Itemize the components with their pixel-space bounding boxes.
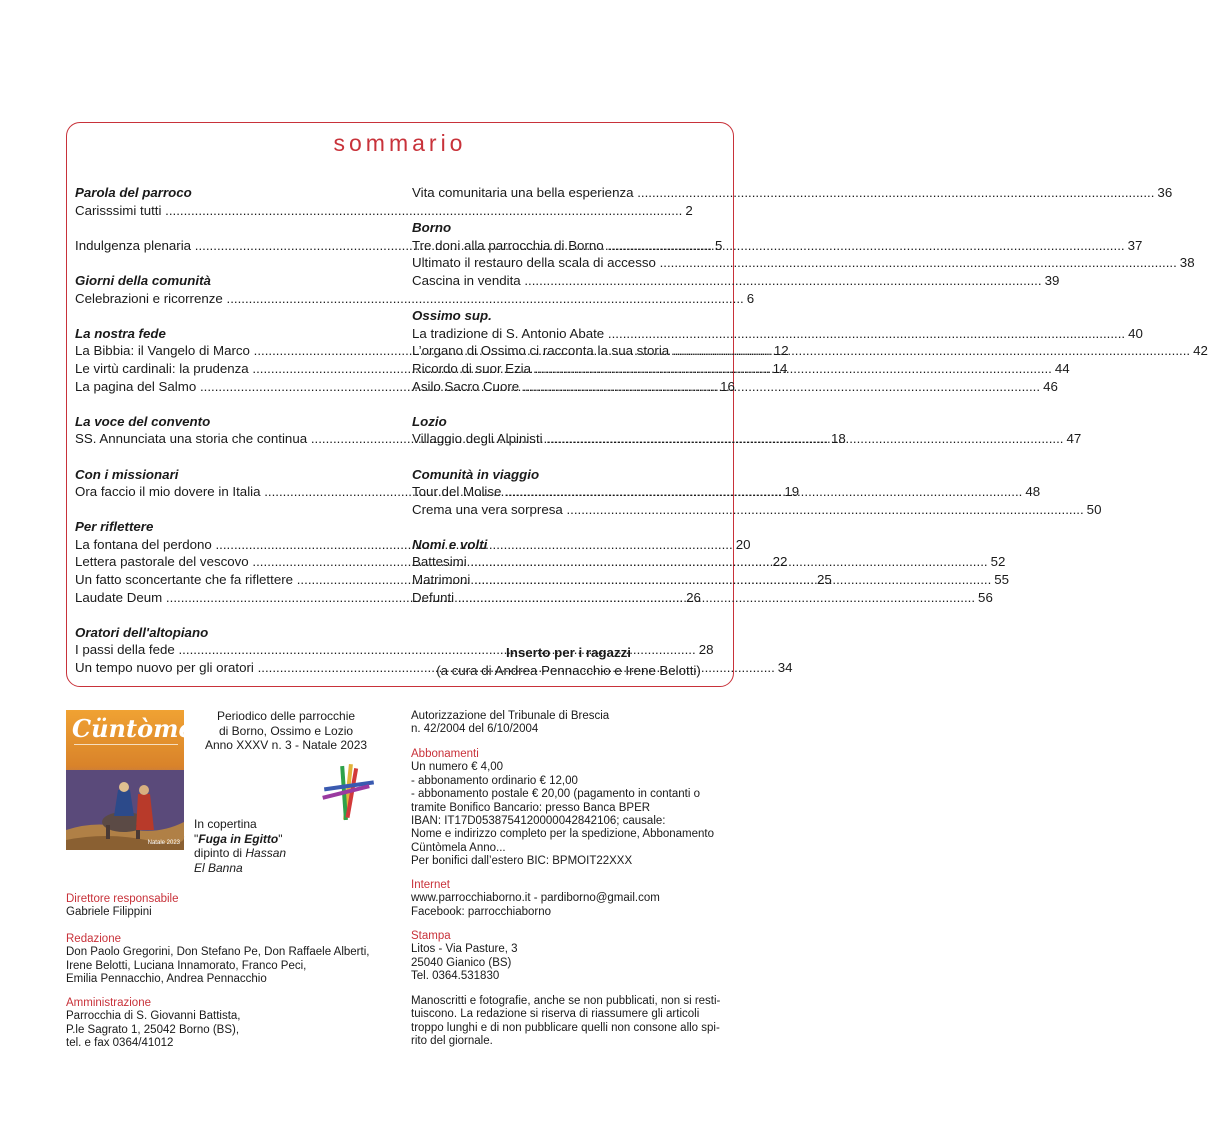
toc-entry-title: Villaggio degli Alpinisti ..... bbox=[412, 430, 1064, 448]
toc-entry[interactable] bbox=[412, 589, 993, 607]
cover-artist: El Banna bbox=[194, 860, 243, 875]
toc-entry-page: 16 bbox=[720, 378, 735, 394]
publication-line: di Borno, Ossimo e Lozio bbox=[218, 723, 354, 738]
redazione-label: Redazione bbox=[66, 933, 121, 945]
toc-entry-page: 28 bbox=[698, 642, 714, 658]
toc-entry[interactable] bbox=[412, 254, 1195, 272]
internet-block bbox=[411, 879, 734, 919]
toc-entry-title: Cascina in vendita ..... bbox=[412, 272, 1042, 290]
cover-caption-artist-line bbox=[194, 846, 286, 861]
toc-entry-page: 44 bbox=[1054, 360, 1070, 376]
section-gap bbox=[412, 518, 725, 536]
toc-entry-page: 39 bbox=[1044, 272, 1060, 288]
manoscritti-line: tuiscono. La redazione si riserva di riassumere gli articoli bbox=[411, 1008, 700, 1021]
toc-section-title: Parola del parroco bbox=[75, 185, 192, 200]
toc-entry-page: 14 bbox=[772, 360, 788, 376]
toc-entry-page: 22 bbox=[772, 554, 788, 570]
toc-entry-title: Asilo Sacro Cuore ..... bbox=[412, 378, 1040, 396]
toc-entry[interactable] bbox=[412, 501, 1102, 519]
toc-entry-title: La pagina del Salmo ..... bbox=[75, 378, 717, 396]
toc-entry-page: 48 bbox=[1025, 484, 1041, 500]
toc-entry-page: 26 bbox=[686, 589, 701, 605]
toc-entry-page: 46 bbox=[1043, 378, 1058, 394]
toc-entry-title: Battesimi ..... bbox=[412, 553, 988, 571]
toc-section-title: Nomi e volti bbox=[412, 536, 488, 552]
abbonamenti-line: - abbonamento ordinario € 12,00 bbox=[411, 774, 578, 787]
section-gap bbox=[412, 290, 725, 308]
toc-entry[interactable] bbox=[75, 290, 755, 308]
abbonamenti-label: Abbonamenti bbox=[411, 748, 479, 760]
section-gap bbox=[75, 254, 388, 272]
toc-entry[interactable] bbox=[75, 202, 693, 220]
toc-entry-page: 6 bbox=[746, 290, 755, 306]
abbonamenti-line: Per bonifici dall’estero BIC: BPMOIT22XXX bbox=[411, 855, 633, 868]
abbonamenti-line: Un numero € 4,00 bbox=[411, 761, 504, 774]
autorizzazione-block bbox=[411, 710, 734, 737]
publication-info bbox=[196, 709, 376, 753]
toc-entry-title: Tre doni alla parrocchia di Borno ..... bbox=[412, 237, 1125, 255]
toc-entry-title: Defunti ..... bbox=[412, 589, 975, 607]
section-gap bbox=[412, 395, 725, 413]
toc-section-title: Per riflettere bbox=[75, 519, 154, 535]
toc-entry-page: 50 bbox=[1086, 501, 1102, 517]
section-gap bbox=[412, 202, 725, 220]
toc-section-title: La voce del convento bbox=[75, 413, 211, 429]
toc-entry[interactable] bbox=[412, 272, 1060, 290]
stampa-label: Stampa bbox=[411, 930, 451, 942]
section-gap bbox=[75, 307, 388, 325]
toc-entry-title: Laudate Deum ..... bbox=[75, 589, 683, 607]
redazione-line: Don Paolo Gregorini, Don Stefano Pe, Don Raffaele Alberti, bbox=[66, 946, 370, 959]
toc-entry-page: 20 bbox=[735, 536, 751, 552]
toc-entry-page: 38 bbox=[1179, 255, 1195, 271]
toc-entry-page: 18 bbox=[831, 431, 846, 447]
toc-entry-title: La Bibbia: il Vangelo di Marco ..... bbox=[75, 342, 771, 360]
toc-entry[interactable] bbox=[412, 325, 1143, 343]
toc-entry-title: Tour del Molise ..... bbox=[412, 483, 1022, 501]
toc-entry-page: 25 bbox=[816, 572, 832, 588]
toc-section-title: Con i missionari bbox=[75, 466, 179, 482]
toc-entry-title: Lettera pastorale del vescovo ..... bbox=[75, 553, 770, 571]
parish-cross-logo bbox=[320, 762, 376, 822]
quote-open: " bbox=[194, 831, 199, 846]
toc-entry-page: 5 bbox=[714, 237, 723, 253]
manoscritti-line: troppo lunghi e di non pubblicare quelli non consone allo spi- bbox=[411, 1021, 720, 1034]
toc-entry-page: 40 bbox=[1128, 325, 1143, 341]
manoscritti-line: Manoscritti e fotografie, anche se non pubblicati, non si resti- bbox=[411, 995, 721, 1007]
toc-entry-page: 2 bbox=[685, 202, 693, 218]
stampa-line: 25040 Gianico (BS) bbox=[411, 956, 512, 969]
toc-title: sommario bbox=[333, 130, 467, 156]
redazione-line: Emilia Pennacchio, Andrea Pennacchio bbox=[66, 973, 267, 986]
stampa-block bbox=[411, 930, 734, 984]
toc-section-title: Ossimo sup. bbox=[412, 308, 492, 324]
toc-entry-page: 34 bbox=[777, 660, 793, 676]
abbonamenti-block bbox=[411, 748, 734, 869]
toc-entry-title: L’organo di Ossimo ci racconta la sua storia ..... bbox=[412, 342, 1190, 360]
toc-entry-title: Ultimato il restauro della scala di accesso ..... bbox=[412, 254, 1177, 272]
section-gap bbox=[75, 395, 388, 413]
section-gap bbox=[75, 606, 388, 624]
amministrazione-line: P.le Sagrato 1, 25042 Borno (BS), bbox=[66, 1023, 240, 1036]
abbonamenti-line: IBAN: IT17D0538754120000042842106; causale: bbox=[411, 815, 666, 828]
toc-entry[interactable] bbox=[412, 184, 1173, 202]
toc-entry-page: 52 bbox=[990, 554, 1006, 570]
toc-entry-title: La tradizione di S. Antonio Abate ..... bbox=[412, 325, 1125, 343]
publication-line: Periodico delle parrocchie bbox=[216, 709, 356, 723]
autorizzazione-line: n. 42/2004 del 6/10/2004 bbox=[411, 723, 539, 736]
section-gap bbox=[75, 448, 388, 466]
manoscritti-line: rito del giornale. bbox=[411, 1035, 493, 1048]
toc-entry-page: 42 bbox=[1193, 343, 1208, 359]
toc-entry-page: 37 bbox=[1127, 237, 1143, 253]
toc-entry-title: Un tempo nuovo per gli oratori ..... bbox=[75, 659, 775, 677]
toc-section-title: Lozio bbox=[412, 413, 447, 429]
toc-entry-title: Indulgenza plenaria ..... bbox=[75, 237, 712, 255]
toc-section-title: Oratori dell'altopiano bbox=[75, 624, 209, 640]
autorizzazione-line: Autorizzazione del Tribunale di Brescia bbox=[411, 710, 610, 722]
abbonamenti-line: - abbonamento postale € 20,00 (pagamento in contanti o bbox=[411, 788, 700, 801]
toc-entry[interactable] bbox=[412, 237, 1143, 255]
abbonamenti-line: tramite Bonifico Bancario: presso Banca BPER bbox=[411, 801, 651, 814]
section-gap bbox=[412, 448, 725, 466]
cover-image bbox=[66, 710, 219, 850]
direttore-label: Direttore responsabile bbox=[66, 893, 179, 905]
insert-note bbox=[412, 644, 725, 679]
direttore-line: Gabriele Filippini bbox=[66, 906, 152, 919]
amministrazione-line: Parrocchia di S. Giovanni Battista, bbox=[66, 1010, 241, 1023]
toc-entry-page: 12 bbox=[773, 343, 789, 359]
internet-label: Internet bbox=[411, 879, 450, 891]
toc-entry-title: SS. Annunciata una storia che continua ..... bbox=[75, 430, 828, 448]
amministrazione-line: tel. e fax 0364/41012 bbox=[66, 1037, 174, 1050]
toc-entry-title: Vita comunitaria una bella esperienza ..... bbox=[412, 184, 1154, 202]
toc-entry-page: 19 bbox=[784, 484, 800, 500]
toc-entry-page: 36 bbox=[1157, 185, 1173, 200]
cover-painting bbox=[66, 770, 184, 850]
toc-section-title: Comunità in viaggio bbox=[412, 466, 540, 482]
cover-caption-by: dipinto di bbox=[194, 846, 246, 860]
cover-caption-line: In copertina bbox=[194, 817, 257, 831]
toc-entry-title: Carisssimi tutti ..... bbox=[75, 202, 682, 220]
entry-gap bbox=[75, 219, 388, 237]
redazione-line: Irene Belotti, Luciana Innamorato, Franco Peci, bbox=[66, 959, 307, 972]
cover-artist: Hassan bbox=[245, 846, 287, 860]
cover-masthead: Cüntòmela bbox=[72, 714, 219, 743]
toc-section-title: Borno bbox=[412, 220, 452, 236]
internet-line: www.parrocchiaborno.it - pardiborno@gmail.com bbox=[411, 892, 660, 905]
publication-line: Anno XXXV n. 3 - Natale 2023 bbox=[204, 738, 368, 752]
cover-rule bbox=[74, 744, 178, 751]
cover-caption-title-line bbox=[194, 832, 286, 847]
stampa-line: Tel. 0364.531830 bbox=[411, 970, 500, 983]
toc-entry-title: Celebrazioni e ricorrenze ..... bbox=[75, 290, 744, 308]
toc-entry-title: Le virtù cardinali: la prudenza ..... bbox=[75, 360, 770, 378]
quote-close: " bbox=[278, 831, 283, 846]
toc-entry-page: 56 bbox=[978, 589, 993, 605]
abbonamenti-line: Cüntòmela Anno... bbox=[411, 841, 506, 854]
section-gap bbox=[75, 501, 388, 519]
toc-entry-title: La fontana del perdono ..... bbox=[75, 536, 733, 554]
toc-section-title: La nostra fede bbox=[75, 325, 166, 341]
cover-artwork-title: Fuga in Egitto bbox=[198, 831, 279, 846]
amministrazione-label: Amministrazione bbox=[66, 997, 151, 1009]
toc-entry-page: 55 bbox=[994, 572, 1010, 588]
internet-line: Facebook: parrocchiaborno bbox=[411, 905, 551, 918]
toc-entry-title: Matrimoni ..... bbox=[412, 571, 991, 589]
toc-entry-title: Crema una vera sorpresa ..... bbox=[412, 501, 1084, 519]
toc-section-title: Giorni della comunità bbox=[75, 272, 211, 288]
redazione-block bbox=[66, 933, 386, 987]
amministrazione-block bbox=[66, 997, 386, 1051]
toc-entry-title: Un fatto sconcertante che fa riflettere ..... bbox=[75, 571, 814, 589]
toc-entry-page: 47 bbox=[1066, 431, 1082, 447]
abbonamenti-line: Nome e indirizzo completo per la spedizione, Abbonamento bbox=[411, 828, 715, 841]
cover-edition: Natale 2023 bbox=[147, 840, 180, 846]
cover-caption bbox=[194, 817, 286, 875]
manoscritti-note bbox=[411, 995, 734, 1049]
toc-entry-title: Ricordo di suor Ezia ..... bbox=[412, 360, 1052, 378]
insert-title: Inserto per i ragazzi bbox=[506, 645, 631, 660]
insert-subtitle: (a cura di Andrea Pennacchio e Irene Belotti) bbox=[436, 662, 701, 678]
stampa-line: Litos - Via Pasture, 3 bbox=[411, 943, 518, 956]
toc-entry-title: I passi della fede ..... bbox=[75, 641, 696, 659]
toc-entry-title: Ora faccio il mio dovere in Italia ..... bbox=[75, 483, 781, 501]
direttore-block bbox=[66, 893, 386, 920]
